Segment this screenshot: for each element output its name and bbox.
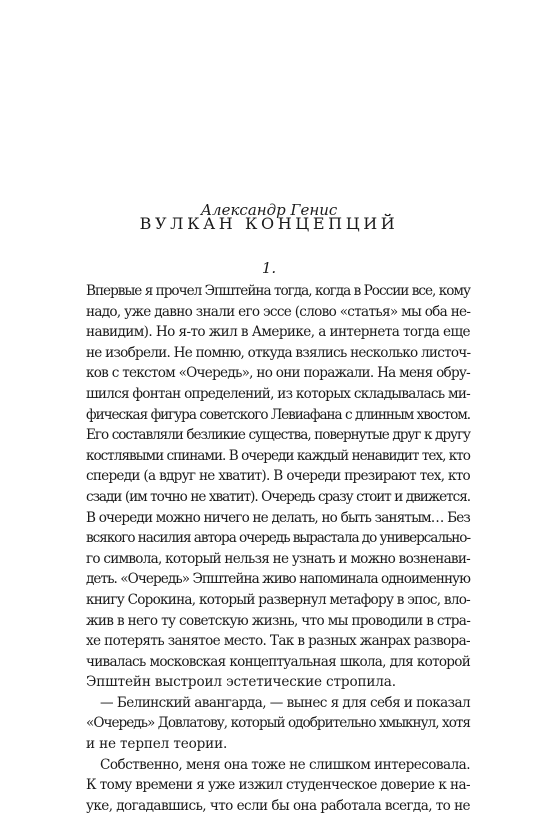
text-line: книгу Сорокина, который развернул метафору в эпос, вло- (86, 591, 470, 608)
text-line: не изобрели. Не помню, откуда взялись несколько листоч- (86, 344, 471, 361)
text-line: жив в него ту советскую жизнь, что мы проводили в стра- (86, 612, 471, 629)
text-line: фическая фигура советского Левиафана с длинным хвостом. (86, 406, 470, 423)
section-number: 1. (261, 259, 277, 277)
text-line: К тому времени я уже изжил студенческое доверие к на- (86, 777, 470, 794)
chapter-title: ВУЛКАН КОНЦЕПЦИЙ (139, 214, 399, 233)
body-text (86, 281, 470, 816)
text-line: «Очередь» Довлатову, который одобрительно хмыкнул, хотя (86, 715, 470, 732)
text-line: — Белинский авангарда, — вынес я для себя и показал (100, 694, 470, 711)
text-line: спереди (а вдруг не хватит). В очереди презирают тех, кто (86, 468, 470, 485)
text-line: Собственно, меня она тоже не слишком интересовала. (100, 756, 470, 773)
text-line: шился фонтан определений, из которых складывалась ми- (86, 385, 470, 402)
text-line: Впервые я прочел Эпштейна тогда, когда в России все, кому (86, 283, 470, 299)
text-line: го символа, который нельзя не узнать и можно возненави- (86, 550, 470, 567)
text-line: Его составляли безликие существа, повернутые друг к другу (86, 427, 470, 444)
text-line: костлявыми спинами. В очереди каждый ненавидит тех, кто (86, 447, 470, 464)
text-line: деть. «Очередь» Эпштейна живо напоминала одноименную (86, 571, 470, 588)
text-line: навидим). Но я-то жил в Америке, а интернета тогда еще (86, 324, 470, 341)
text-line: сзади (им точно не хватит). Очередь сразу стоит и движется. (86, 488, 470, 505)
text-line: Эпштейн выстроил эстетические стропила. (86, 674, 396, 691)
text-line: ков с текстом «Очередь», но они поражали. На меня обру- (86, 365, 470, 382)
text-line: уке, догадавшись, что если бы она работала всегда, то не (86, 797, 470, 814)
text-line: надо, уже давно знали его эссе (слово «статья» мы оба не- (86, 303, 471, 320)
text-line: чивалась московская концептуальная школа, для которой (86, 653, 470, 670)
text-line: и не терпел теории. (86, 736, 228, 753)
text-line: В очереди можно ничего не делать, но быть занятым… Без (86, 509, 470, 526)
author-name: Александр Генис (200, 201, 338, 219)
text-line: всякого насилия автора очередь вырастала до универсально- (86, 530, 470, 547)
text-line: хе потерять занятое место. Так в разных жанрах развора- (86, 633, 470, 650)
